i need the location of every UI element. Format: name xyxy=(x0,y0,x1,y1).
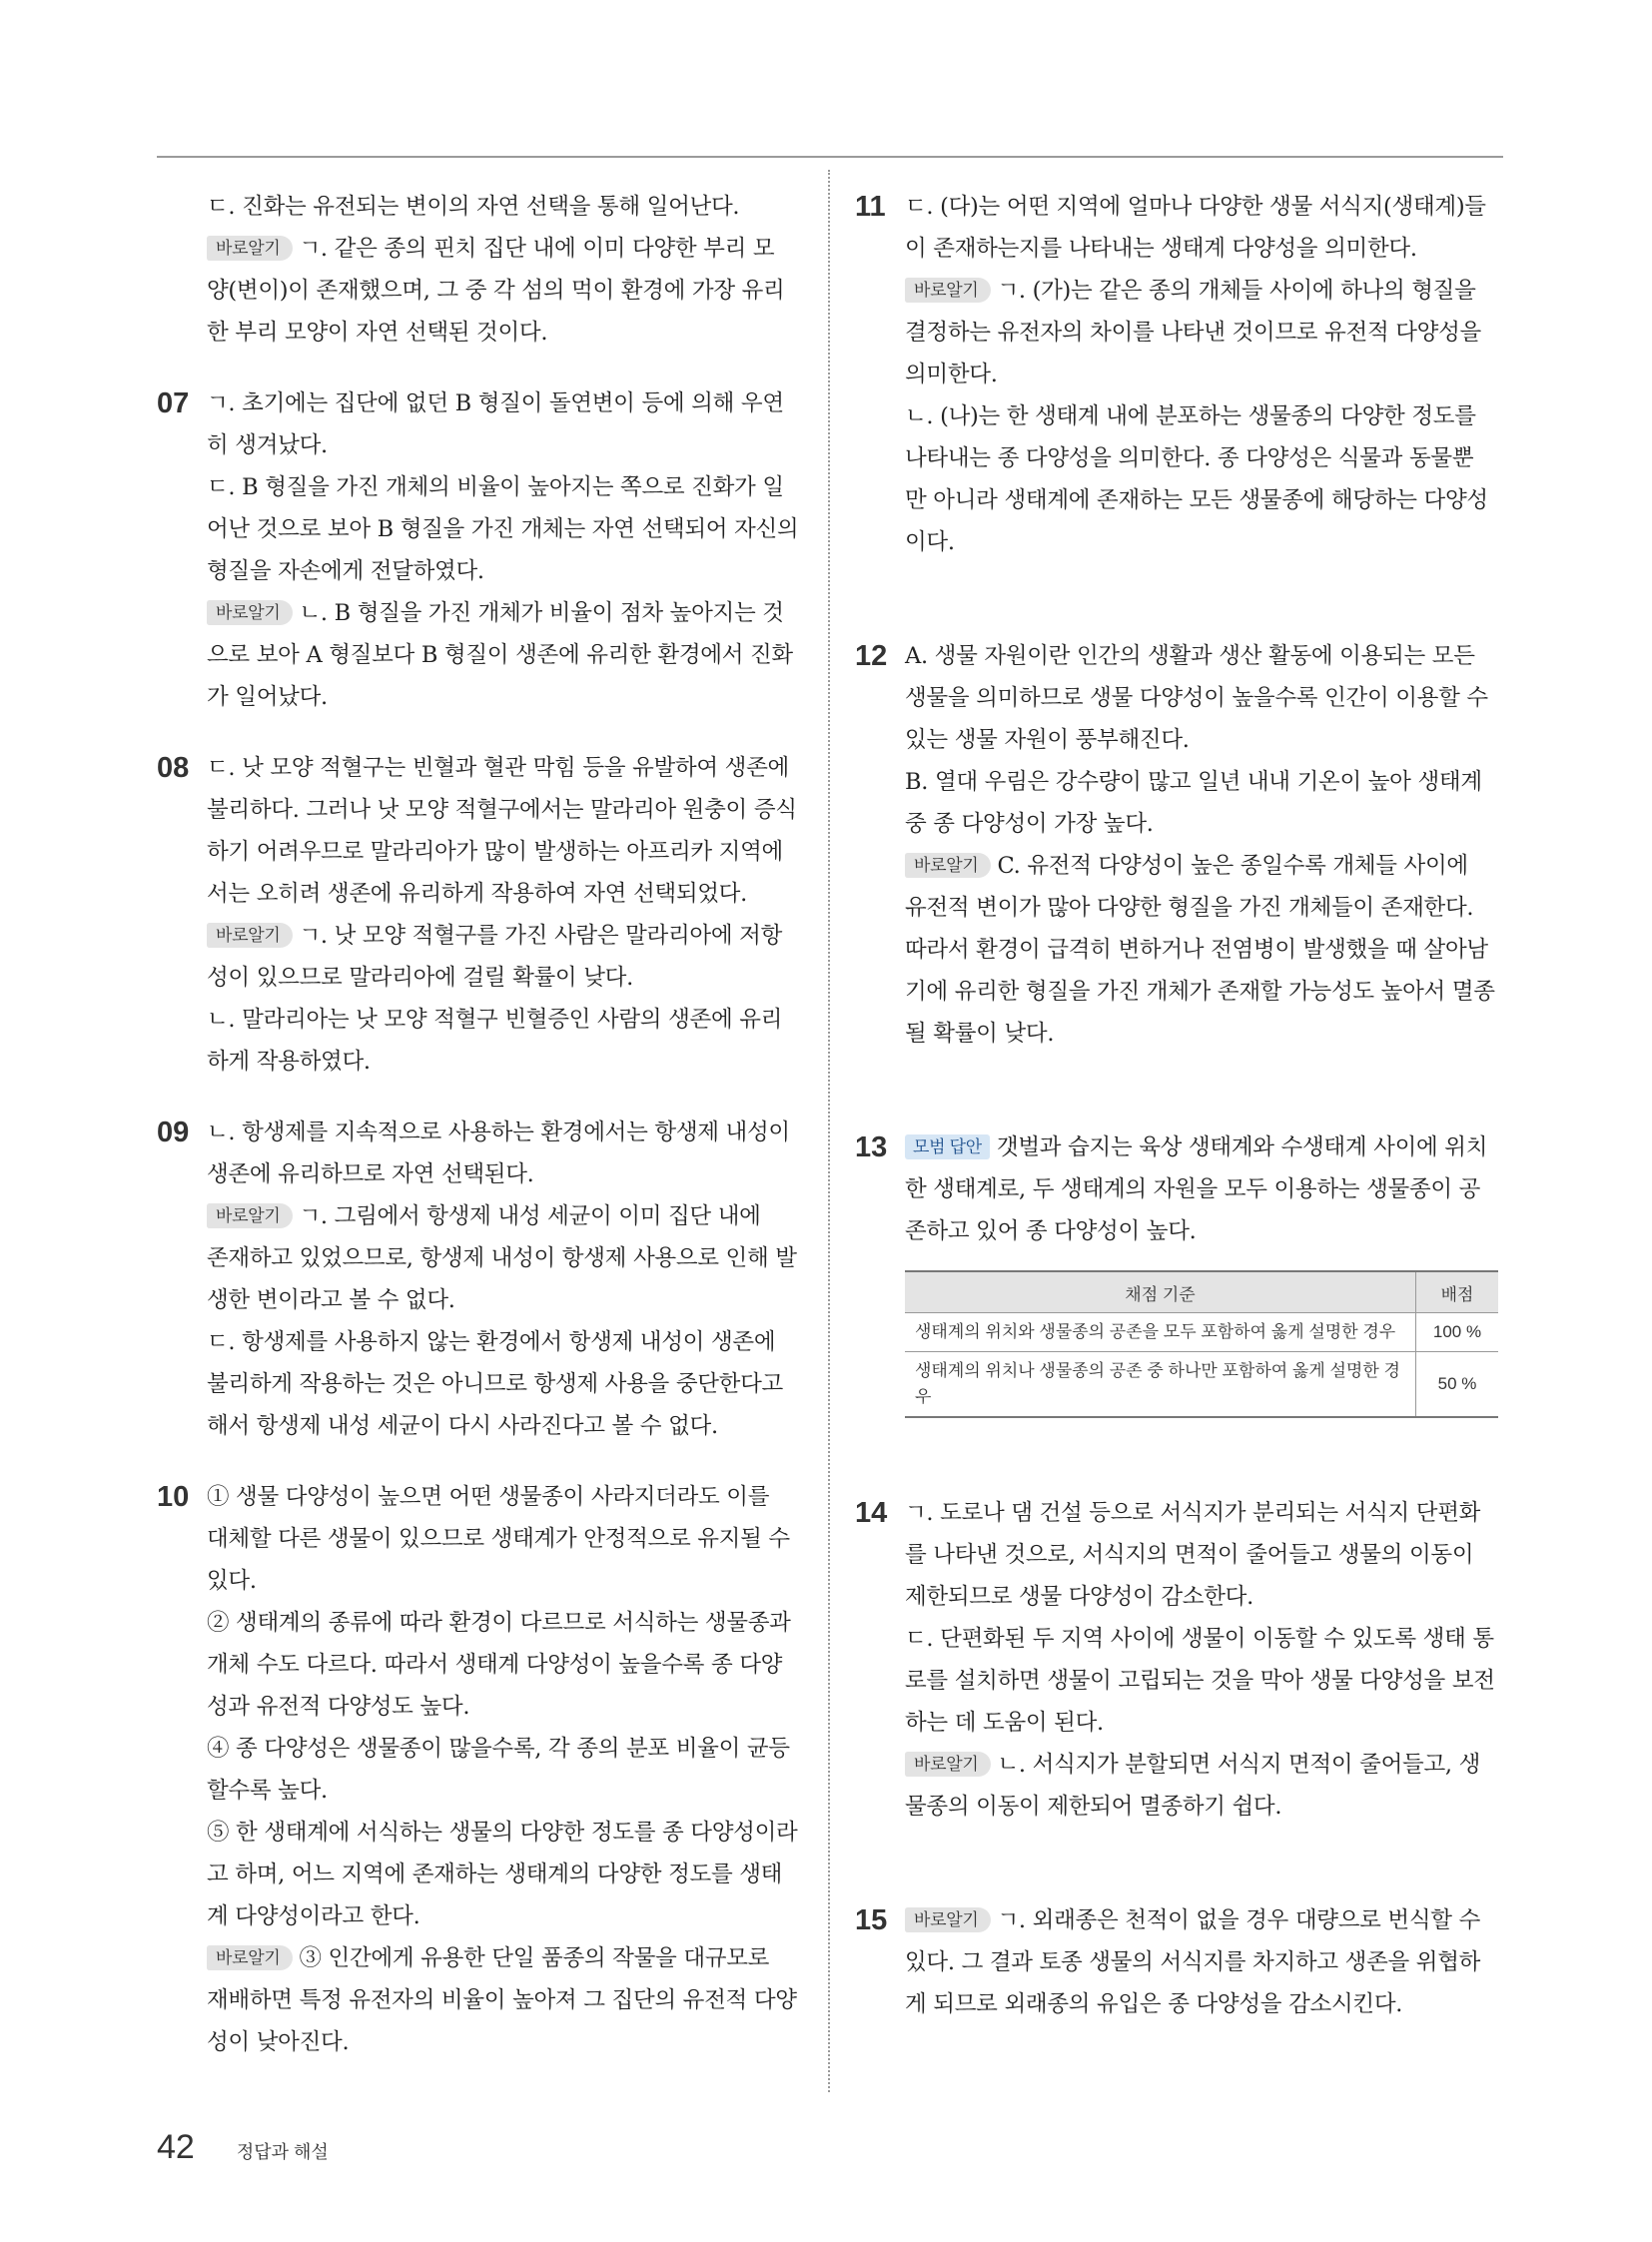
answer-14 xyxy=(855,1492,1504,1828)
answer-line: ㄷ. 단편화된 두 지역 사이에 생물이 이동할 수 있도록 생태 통 xyxy=(905,1626,1494,1652)
answer-line: 만 아니라 생태계에 존재하는 모든 생물종에 해당하는 다양성 xyxy=(905,487,1488,513)
question-number: 14 xyxy=(855,1497,888,1529)
answer-line xyxy=(207,228,796,270)
left-column xyxy=(157,186,799,2063)
right-column xyxy=(855,186,1504,2025)
answer-line: 게 되므로 외래종의 유입은 종 다양성을 감소시킨다. xyxy=(905,1991,1403,2017)
answer-line: 고 하며, 어느 지역에 존재하는 생태계의 다양한 정도를 생태 xyxy=(207,1862,783,1887)
answer-text: ㄱ. 그림에서 항생제 내성 세균이 이미 집단 내에 xyxy=(299,1203,761,1229)
answer-line: 해서 항생제 내성 세균이 다시 사라진다고 볼 수 없다. xyxy=(207,1413,718,1439)
answer-line: 될 확률이 낮다. xyxy=(905,1021,1055,1047)
answer-line: 양(변이)이 존재했으며, 그 중 각 섬의 먹이 환경에 가장 유리 xyxy=(207,278,785,304)
correct-tag: 바로알기 xyxy=(905,853,991,878)
answer-line: 이다. xyxy=(905,529,955,555)
answer-line: 불리하게 작용하는 것은 아니므로 항생제 사용을 중단한다고 xyxy=(207,1371,783,1397)
answer-line: 유전적 변이가 많아 다양한 형질을 가진 개체들이 존재한다. xyxy=(905,895,1474,921)
answer-line: 하게 작용하였다. xyxy=(207,1049,371,1075)
answer-11 xyxy=(855,186,1504,563)
answer-line: 으로 보아 A 형질보다 B 형질이 생존에 유리한 환경에서 진화 xyxy=(207,642,793,668)
question-number: 10 xyxy=(157,1481,190,1513)
criteria-cell: 생태계의 위치나 생물종의 공존 중 하나만 포함하여 옳게 설명한 경우 xyxy=(905,1352,1416,1418)
answer-line: 계 다양성이라고 한다. xyxy=(207,1903,420,1929)
answer-line: 어난 것으로 보아 B 형질을 가진 개체는 자연 선택되어 자신의 xyxy=(207,516,799,542)
question-number: 11 xyxy=(855,191,886,223)
correct-tag: 바로알기 xyxy=(905,1752,991,1777)
correct-tag: 바로알기 xyxy=(207,236,293,261)
answer-line: 있다. 그 결과 토종 생물의 서식지를 차지하고 생존을 위협하 xyxy=(905,1949,1481,1975)
answer-text: ③ 인간에게 유용한 단일 품종의 작물을 대규모로 xyxy=(299,1945,770,1971)
answer-line: 불리하다. 그러나 낫 모양 적혈구에서는 말라리아 원충이 증식 xyxy=(207,797,797,823)
model-answer-tag: 모범 답안 xyxy=(905,1134,990,1159)
answer-line: ㄷ. 항생제를 사용하지 않는 환경에서 항생제 내성이 생존에 xyxy=(207,1329,776,1355)
scoring-table xyxy=(905,1270,1498,1418)
answer-line: 물종의 이동이 제한되어 멸종하기 쉽다. xyxy=(905,1794,1282,1820)
answer-line: 존재하고 있었으므로, 항생제 내성이 항생제 사용으로 인해 발 xyxy=(207,1245,797,1271)
page-footer xyxy=(157,2128,329,2167)
column-divider xyxy=(828,170,830,2092)
answer-12 xyxy=(855,635,1504,1055)
answer-text: ㄴ. B 형질을 가진 개체가 비율이 점차 높아지는 것 xyxy=(299,600,784,626)
answer-line xyxy=(207,1937,796,1979)
answer-line: 한 생태계로, 두 생태계의 자원을 모두 이용하는 생물종이 공 xyxy=(905,1176,1481,1202)
answer-line: 히 생겨났다. xyxy=(207,432,328,458)
question-number: 12 xyxy=(855,640,888,672)
answer-line xyxy=(905,1744,1504,1786)
answer-08 xyxy=(157,747,796,1083)
answer-line: 생물을 의미하므로 생물 다양성이 높을수록 인간이 이용할 수 xyxy=(905,685,1488,711)
answer-line: 성이 낮아진다. xyxy=(207,2029,350,2055)
answer-line: 개체 수도 다르다. 따라서 생태계 다양성이 높을수록 종 다양 xyxy=(207,1652,783,1678)
answer-line: 존하고 있어 종 다양성이 높다. xyxy=(905,1218,1197,1244)
answer-line: ⑤ 한 생태계에 서식하는 생물의 다양한 정도를 종 다양성이라 xyxy=(207,1820,798,1846)
answer-13 xyxy=(855,1126,1504,1418)
answer-line: 하는 데 도움이 된다. xyxy=(905,1710,1104,1736)
answer-line: ① 생물 다양성이 높으면 어떤 생물종이 사라지더라도 이를 xyxy=(207,1484,770,1510)
top-rule xyxy=(157,156,1503,158)
answer-text: ㄴ. 서식지가 분할되면 서식지 면적이 줄어들고, 생 xyxy=(997,1752,1481,1778)
answer-07 xyxy=(157,382,799,718)
answer-line: ㄴ. (나)는 한 생태계 내에 분포하는 생물종의 다양한 정도를 xyxy=(905,403,1476,429)
answer-line: ㄴ. 말라리아는 낫 모양 적혈구 빈혈증인 사람의 생존에 유리 xyxy=(207,1007,783,1033)
answer-line: 중 종 다양성이 가장 높다. xyxy=(905,811,1154,837)
answer-line: 결정하는 유전자의 차이를 나타낸 것이므로 유전적 다양성을 xyxy=(905,320,1481,346)
table-header: 채점 기준 xyxy=(905,1271,1416,1313)
answer-line: 하기 어려우므로 말라리아가 많이 발생하는 아프리카 지역에 xyxy=(207,839,783,865)
page-number: 42 xyxy=(157,2128,195,2166)
answer-line: 이 존재하는지를 나타내는 생태계 다양성을 의미한다. xyxy=(905,236,1417,262)
answer-line: 를 나타낸 것으로, 서식지의 면적이 줄어들고 생물의 이동이 xyxy=(905,1542,1474,1568)
answer-text: ㄱ. 같은 종의 핀치 집단 내에 이미 다양한 부리 모 xyxy=(299,236,775,262)
answer-10 xyxy=(157,1476,796,2063)
answer-line xyxy=(207,915,796,957)
answer-line: 성과 유전적 다양성도 높다. xyxy=(207,1694,470,1720)
criteria-cell: 생태계의 위치와 생물종의 공존을 모두 포함하여 옳게 설명한 경우 xyxy=(905,1313,1416,1352)
question-number: 08 xyxy=(157,752,190,784)
question-number: 15 xyxy=(855,1904,888,1936)
score-cell: 50 % xyxy=(1416,1352,1499,1418)
answer-line: 대체할 다른 생물이 있으므로 생태계가 안정적으로 유지될 수 xyxy=(207,1526,790,1552)
correct-tag: 바로알기 xyxy=(207,923,293,948)
answer-text: 갯벌과 습지는 육상 생태계와 수생태계 사이에 위치 xyxy=(996,1134,1488,1160)
correct-tag: 바로알기 xyxy=(905,1907,991,1932)
table-header-row xyxy=(905,1271,1498,1313)
answer-text: ㄱ. 외래종은 천적이 없을 경우 대량으로 번식할 수 xyxy=(997,1907,1481,1933)
answer-text: ㄱ. (가)는 같은 종의 개체들 사이에 하나의 형질을 xyxy=(997,278,1476,304)
answer-09 xyxy=(157,1112,796,1447)
answer-line: ㄷ. B 형질을 가진 개체의 비율이 높아지는 쪽으로 진화가 일 xyxy=(207,474,784,500)
answer-line: 할수록 높다. xyxy=(207,1778,328,1804)
answer-06-continued xyxy=(157,186,796,354)
answer-line: 기에 유리한 형질을 가진 개체가 존재할 가능성도 높아서 멸종 xyxy=(905,979,1495,1005)
answer-line: 서는 오히려 생존에 유리하게 작용하여 자연 선택되었다. xyxy=(207,881,747,907)
answer-line: 나타내는 종 다양성을 의미한다. 종 다양성은 식물과 동물뿐 xyxy=(905,445,1474,471)
correct-tag: 바로알기 xyxy=(207,1945,293,1970)
answer-line: ㄱ. 초기에는 집단에 없던 B 형질이 돌연변이 등에 의해 우연 xyxy=(207,390,784,416)
answer-line xyxy=(905,845,1504,887)
answer-line: 재배하면 특정 유전자의 비율이 높아져 그 집단의 유전적 다양 xyxy=(207,1987,797,2013)
answer-line: 있다. xyxy=(207,1568,257,1594)
answer-line xyxy=(207,592,796,634)
answer-line: 한 부리 모양이 자연 선택된 것이다. xyxy=(207,320,548,346)
correct-tag: 바로알기 xyxy=(905,278,991,303)
correct-tag: 바로알기 xyxy=(207,1203,293,1228)
answer-line: 성이 있으므로 말라리아에 걸릴 확률이 낮다. xyxy=(207,965,633,991)
answer-line: 가 일어났다. xyxy=(207,684,328,710)
answer-line: 생존에 유리하므로 자연 선택된다. xyxy=(207,1161,534,1187)
correct-tag: 바로알기 xyxy=(207,600,293,625)
question-number: 13 xyxy=(855,1131,888,1163)
answer-line: ㄷ. 진화는 유전되는 변이의 자연 선택을 통해 일어난다. xyxy=(207,194,740,220)
answer-line: 로를 설치하면 생물이 고립되는 것을 막아 생물 다양성을 보전 xyxy=(905,1668,1495,1694)
answer-line: ④ 종 다양성은 생물종이 많을수록, 각 종의 분포 비율이 균등 xyxy=(207,1736,790,1762)
answer-15 xyxy=(855,1899,1504,2025)
answer-line: ㄱ. 도로나 댐 건설 등으로 서식지가 분리되는 서식지 단편화 xyxy=(905,1500,1481,1526)
footer-title: 정답과 해설 xyxy=(236,2142,329,2162)
answer-text: ㄱ. 낫 모양 적혈구를 가진 사람은 말라리아에 저항 xyxy=(299,923,783,949)
question-number: 09 xyxy=(157,1117,190,1148)
table-header: 배점 xyxy=(1416,1271,1499,1313)
table-row xyxy=(905,1352,1498,1418)
answer-line xyxy=(905,270,1504,312)
answer-line: 있는 생물 자원이 풍부해진다. xyxy=(905,727,1190,753)
answer-line xyxy=(207,1195,796,1237)
answer-line: B. 열대 우림은 강수량이 많고 일년 내내 기온이 높아 생태계 xyxy=(905,769,1482,795)
question-number: 07 xyxy=(157,387,190,419)
answer-line: 따라서 환경이 급격히 변하거나 전염병이 발생했을 때 살아남 xyxy=(905,937,1488,963)
answer-line: 제한되므로 생물 다양성이 감소한다. xyxy=(905,1584,1253,1610)
answer-line: A. 생물 자원이란 인간의 생활과 생산 활동에 이용되는 모든 xyxy=(905,643,1475,669)
answer-line xyxy=(905,1899,1504,1941)
score-cell: 100 % xyxy=(1416,1313,1499,1352)
table-row xyxy=(905,1313,1498,1352)
answer-line: 의미한다. xyxy=(905,362,998,387)
answer-line: 형질을 자손에게 전달하였다. xyxy=(207,558,484,584)
answer-line xyxy=(905,1126,1504,1168)
answer-text: C. 유전적 다양성이 높은 종일수록 개체들 사이에 xyxy=(997,853,1468,879)
answer-line: ㄷ. 낫 모양 적혈구는 빈혈과 혈관 막힘 등을 유발하여 생존에 xyxy=(207,755,789,781)
answer-line: 생한 변이라고 볼 수 없다. xyxy=(207,1287,455,1313)
answer-line: ㄷ. (다)는 어떤 지역에 얼마나 다양한 생물 서식지(생태계)들 xyxy=(905,194,1486,220)
answer-line: ② 생태계의 종류에 따라 환경이 다르므로 서식하는 생물종과 xyxy=(207,1610,791,1636)
answer-line: ㄴ. 항생제를 지속적으로 사용하는 환경에서는 항생제 내성이 xyxy=(207,1120,790,1145)
